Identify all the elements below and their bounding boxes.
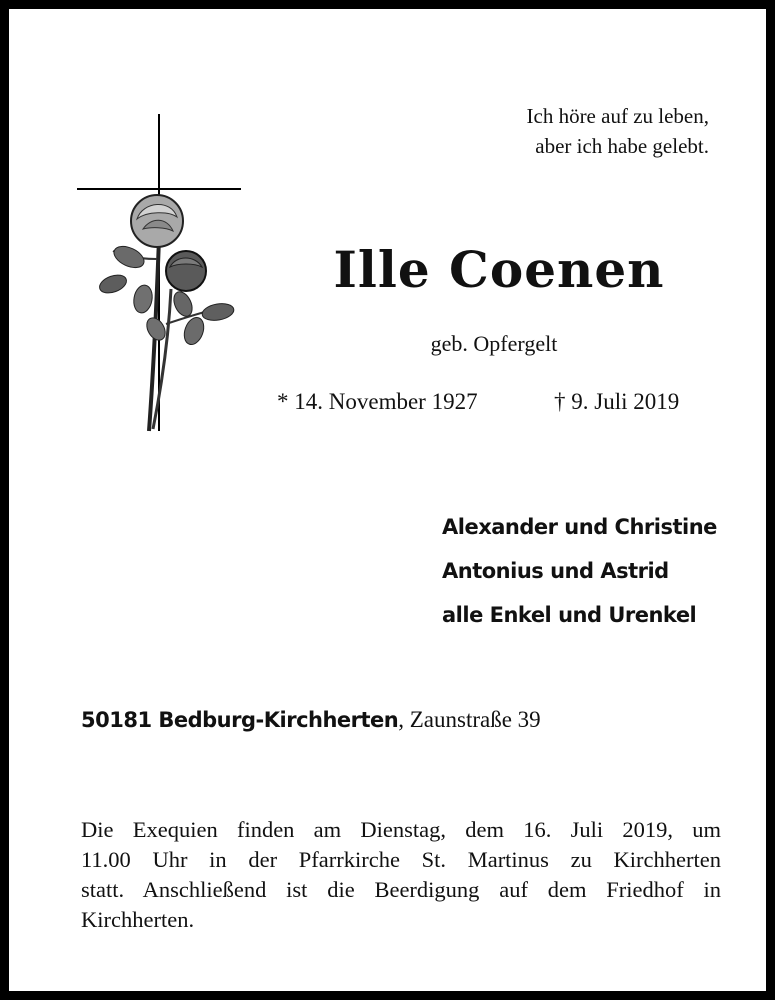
quote	[454, 101, 709, 161]
mourner-line: Antonius und Astrid	[442, 559, 669, 583]
funeral-notice-line-1: Die Exequien finden am Dienstag, dem 16. Juli 2019, um	[81, 817, 721, 842]
mourners-list	[442, 505, 717, 637]
address-city: 50181 Bedburg-Kirchherten	[81, 708, 399, 732]
quote-line-2: aber ich habe gelebt.	[535, 134, 709, 158]
rose-icon	[97, 195, 235, 431]
quote-line-1: Ich höre auf zu leben,	[526, 104, 709, 128]
funeral-notice-line-3: statt. Anschließend ist die Beerdigung auf dem Friedhof in	[81, 877, 721, 902]
mourner-line: Alexander und Christine	[442, 515, 717, 539]
funeral-notice-line-4: Kirchherten.	[81, 907, 195, 932]
address	[81, 702, 541, 739]
birth-date: * 14. November 1927	[277, 389, 478, 414]
mourner-line: alle Enkel und Urenkel	[442, 603, 697, 627]
birth-name: geb. Opfergelt	[430, 331, 558, 356]
funeral-notice	[81, 815, 721, 935]
funeral-notice-line-2: 11.00 Uhr in der Pfarrkirche St. Martinus zu Kirchherten	[81, 847, 721, 872]
deceased-name: Ille Coenen	[333, 240, 665, 299]
cross-rose-emblem	[71, 109, 246, 439]
death-date: † 9. Juli 2019	[554, 389, 680, 414]
address-street: , Zaunstraße 39	[398, 707, 541, 732]
